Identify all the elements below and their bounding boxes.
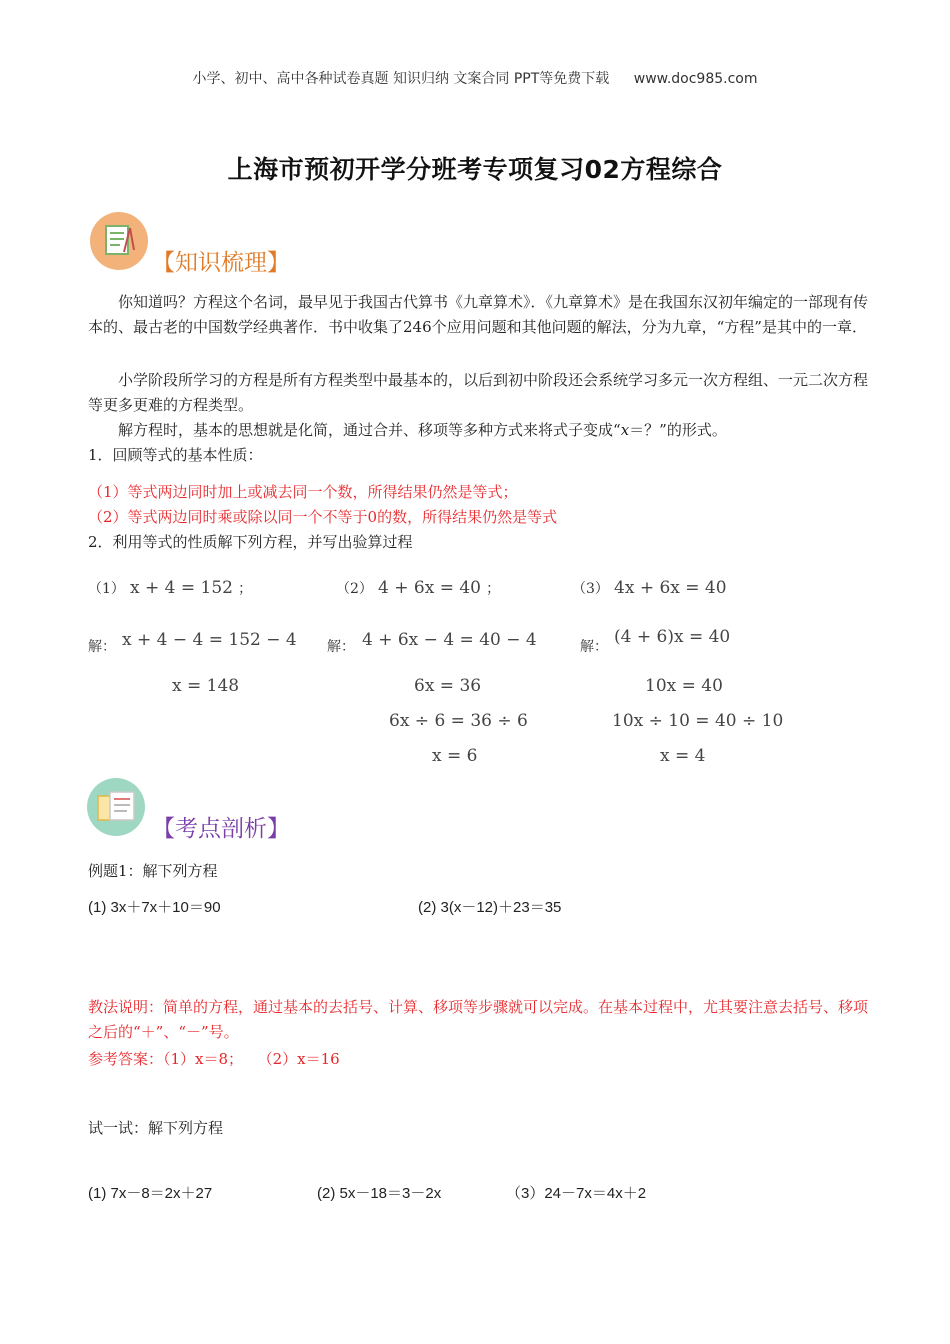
- page-title: 上海市预初开学分班考专项复习02方程综合: [227, 155, 723, 184]
- intro-paragraph-3: [88, 418, 868, 443]
- example-1-q1-eq: 3x＋7x＋10＝90: [110, 899, 221, 916]
- try-q1: (1) 7x－8＝2x＋27: [88, 1185, 213, 1202]
- solution-3-label: 解：: [580, 639, 608, 655]
- property-2: （2）等式两边同时乘或除以同一个不等于0的数，所得结果仍然是等式: [88, 508, 558, 526]
- teaching-note: 教法说明：简单的方程，通过基本的去括号、计算、移项等步骤就可以完成。在基本过程中，尤其要注意去括号、移项之后的“＋”、“－”号。: [88, 998, 869, 1041]
- problem-2: [336, 578, 500, 598]
- answer-1: x＝8；: [195, 1050, 244, 1068]
- documents-icon: [87, 778, 145, 836]
- example-1-q2: [418, 896, 561, 917]
- problem-3-equation: 4x + 6x = 40: [614, 578, 727, 598]
- problem-2-equation: 4 + 6x = 40: [378, 578, 481, 598]
- answer-mid: （2）: [265, 1050, 298, 1068]
- example-1-q1-label: (1): [88, 899, 111, 916]
- page-header: [0, 68, 950, 88]
- problem-1-equation: x + 4 = 152: [130, 578, 233, 598]
- item-1: 1．回顾等式的基本性质：: [88, 446, 263, 464]
- analysis-section-title: 【考点剖析】: [152, 816, 290, 842]
- example-1-title: 例题1：解下列方程: [88, 862, 218, 880]
- para3-pre: 解方程时，基本的思想就是化简，通过合并、移项等多种方式来将式子变成“: [118, 421, 621, 439]
- answer-prefix: 参考答案：（1）: [88, 1050, 196, 1068]
- header-text: 小学、初中、高中各种试卷真题 知识归纳 文案合同 PPT等免费下载: [192, 71, 610, 87]
- solution-2-step-3: 6x ÷ 6 = 36 ÷ 6: [389, 711, 528, 731]
- property-1: （1）等式两边同时加上或减去同一个数，所得结果仍然是等式；: [88, 483, 518, 501]
- problem-3: [572, 578, 727, 598]
- problem-1: [88, 578, 252, 598]
- reference-answer: [88, 1048, 340, 1069]
- example-1-q1: [88, 896, 221, 917]
- problem-3-label: （3）: [572, 581, 609, 597]
- solution-1-label: 解：: [88, 639, 116, 655]
- problem-1-suffix: ；: [238, 581, 253, 597]
- solution-3-step-3: 10x ÷ 10 = 40 ÷ 10: [612, 711, 784, 731]
- try-title: 试一试：解下列方程: [88, 1119, 224, 1137]
- solution-2-step-2: 6x = 36: [414, 676, 482, 696]
- intro-paragraph-2: 小学阶段所学习的方程是所有方程类型中最基本的，以后到初中阶段还会系统学习多元一次方程组、一元二次方程等更多更难的方程类型。: [88, 371, 869, 414]
- solution-3-step-2: 10x = 40: [645, 676, 723, 696]
- example-1-q2-label: (2): [418, 899, 441, 916]
- notebook-icon: [90, 212, 148, 270]
- solution-3-step-1: (4 + 6)x = 40: [614, 627, 731, 647]
- solution-1-step-2: x = 148: [172, 676, 240, 696]
- solution-2-step-1: 4 + 6x − 4 = 40 − 4: [362, 630, 537, 650]
- solution-2-step-4: x = 6: [432, 746, 478, 766]
- solution-3-step-4: x = 4: [660, 746, 706, 766]
- problem-2-suffix: ；: [486, 581, 501, 597]
- try-q3: （3）24－7x＝4x＋2: [506, 1185, 647, 1202]
- problem-1-label: （1）: [88, 581, 125, 597]
- knowledge-section-title: 【知识梳理】: [152, 250, 290, 276]
- solution-2-label: 解：: [327, 639, 355, 655]
- intro-paragraph-1: 你知道吗？方程这个名词，最早见于我国古代算书《九章算术》．《九章算术》是在我国东汉初年编定的一部现有传本的、最古老的中国数学经典著作．书中收集了246个应用问题和其他问题的解法，分为九章，“方程”是其中的一章．: [88, 293, 869, 336]
- answer-2: x＝16: [297, 1050, 340, 1068]
- problem-2-label: （2）: [336, 581, 373, 597]
- solution-1-step-1: x + 4 − 4 = 152 − 4: [122, 630, 297, 650]
- try-q2: (2) 5x－18＝3－2x: [317, 1185, 442, 1202]
- item-2: 2．利用等式的性质解下列方程，并写出验算过程: [88, 533, 413, 551]
- example-1-q2-eq: 3(x－12)＋23＝35: [440, 899, 562, 916]
- para3-var: x: [620, 421, 630, 439]
- para3-post: ＝？”的形式。: [629, 421, 727, 439]
- header-url: www.doc985.com: [633, 71, 758, 87]
